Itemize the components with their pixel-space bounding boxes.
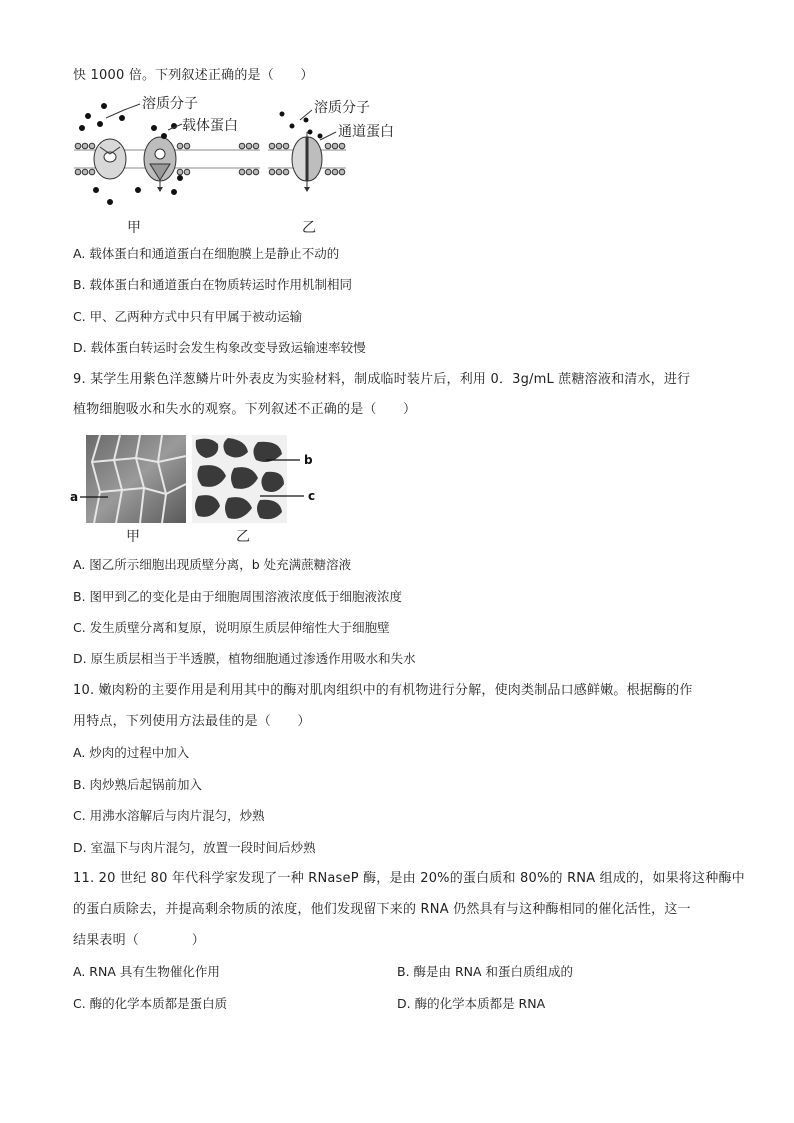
q9-stem-line1: 9. 某学生用紫色洋葱鳞片叶外表皮为实验材料，制成临时装片后，利用 0．3g/mL 蔗糖溶液和清水，进行 bbox=[73, 372, 691, 387]
q11-stem-line3: 结果表明（ ） bbox=[73, 933, 206, 948]
solute-label-jia: 溶质分子 bbox=[142, 96, 198, 112]
q8-option-c[interactable]: C. 甲、乙两种方式中只有甲属于被动运输 bbox=[73, 309, 303, 324]
q9-stem-line2: 植物细胞吸水和失水的观察。下列叙述不正确的是（ ） bbox=[73, 402, 417, 417]
q11-option-c[interactable]: C. 酶的化学本质都是蛋白质 bbox=[73, 996, 228, 1011]
transport-diagram bbox=[70, 92, 400, 237]
micrograph-yi bbox=[192, 435, 287, 523]
channel-protein bbox=[292, 132, 322, 192]
q10-option-d[interactable]: D. 室温下与肉片混匀，放置一段时间后炒熟 bbox=[73, 840, 316, 855]
solute-label-yi: 溶质分子 bbox=[314, 100, 370, 116]
q11-stem-line1: 11. 20 世纪 80 年代科学家发现了一种 RNaseP 酶，是由 20%的蛋白质和 80%的 RNA 组成的，如果将这种酶中 bbox=[73, 871, 745, 886]
q9-option-c[interactable]: C. 发生质壁分离和复原，说明原生质层伸缩性大于细胞壁 bbox=[73, 620, 390, 635]
q11-stem-line2: 的蛋白质除去，并提高剩余物质的浓度，他们发现留下来的 RNA 仍然具有与这种酶相同的催化活性，这一 bbox=[73, 902, 691, 917]
micrograph-jia bbox=[86, 435, 186, 523]
plasmolysis-micrographs bbox=[70, 432, 330, 547]
label-a: a bbox=[70, 490, 79, 504]
caption-jia: 甲 bbox=[127, 220, 141, 236]
leader-line bbox=[124, 104, 140, 110]
q8-option-a[interactable]: A. 载体蛋白和通道蛋白在细胞膜上是静止不动的 bbox=[73, 246, 340, 261]
q9-option-d[interactable]: D. 原生质层相当于半透膜，植物细胞通过渗透作用吸水和失水 bbox=[73, 651, 416, 666]
channel-label: 通道蛋白 bbox=[338, 124, 394, 140]
q10-stem-line1: 10. 嫩肉粉的主要作用是利用其中的酶对肌肉组织中的有机物进行分解，使肉类制品口感鲜嫩。根据酶的作 bbox=[73, 683, 693, 698]
q8-option-d[interactable]: D. 载体蛋白转运时会发生构象改变导致运输速率较慢 bbox=[73, 340, 366, 355]
q10-stem-line2: 用特点，下列使用方法最佳的是（ ） bbox=[73, 714, 311, 729]
caption-jia-9: 甲 bbox=[126, 529, 140, 545]
label-b: b bbox=[304, 453, 313, 467]
carrier-label: 载体蛋白 bbox=[182, 118, 238, 134]
q11-option-a[interactable]: A. RNA 具有生物催化作用 bbox=[73, 964, 220, 979]
q10-option-a[interactable]: A. 炒肉的过程中加入 bbox=[73, 745, 190, 760]
caption-yi-9: 乙 bbox=[236, 529, 250, 545]
q11-option-b[interactable]: B. 酶是由 RNA 和蛋白质组成的 bbox=[397, 964, 574, 979]
q8-option-b[interactable]: B. 载体蛋白和通道蛋白在物质转运时作用机制相同 bbox=[73, 277, 353, 292]
carrier-protein-2 bbox=[144, 137, 176, 192]
caption-yi: 乙 bbox=[302, 220, 316, 236]
q10-option-c[interactable]: C. 用沸水溶解后与肉片混匀，炒熟 bbox=[73, 808, 265, 823]
q10-option-b[interactable]: B. 肉炒熟后起锅前加入 bbox=[73, 777, 203, 792]
q9-option-b[interactable]: B. 图甲到乙的变化是由于细胞周围溶液浓度低于细胞液浓度 bbox=[73, 589, 403, 604]
label-c: c bbox=[308, 489, 316, 503]
q9-option-a[interactable]: A. 图乙所示细胞出现质壁分离，b 处充满蔗糖溶液 bbox=[73, 557, 352, 572]
q8-stem-tail: 快 1000 倍。下列叙述正确的是（ ） bbox=[73, 68, 314, 83]
carrier-protein-1 bbox=[94, 139, 126, 179]
q11-option-d[interactable]: D. 酶的化学本质都是 RNA bbox=[397, 996, 546, 1011]
